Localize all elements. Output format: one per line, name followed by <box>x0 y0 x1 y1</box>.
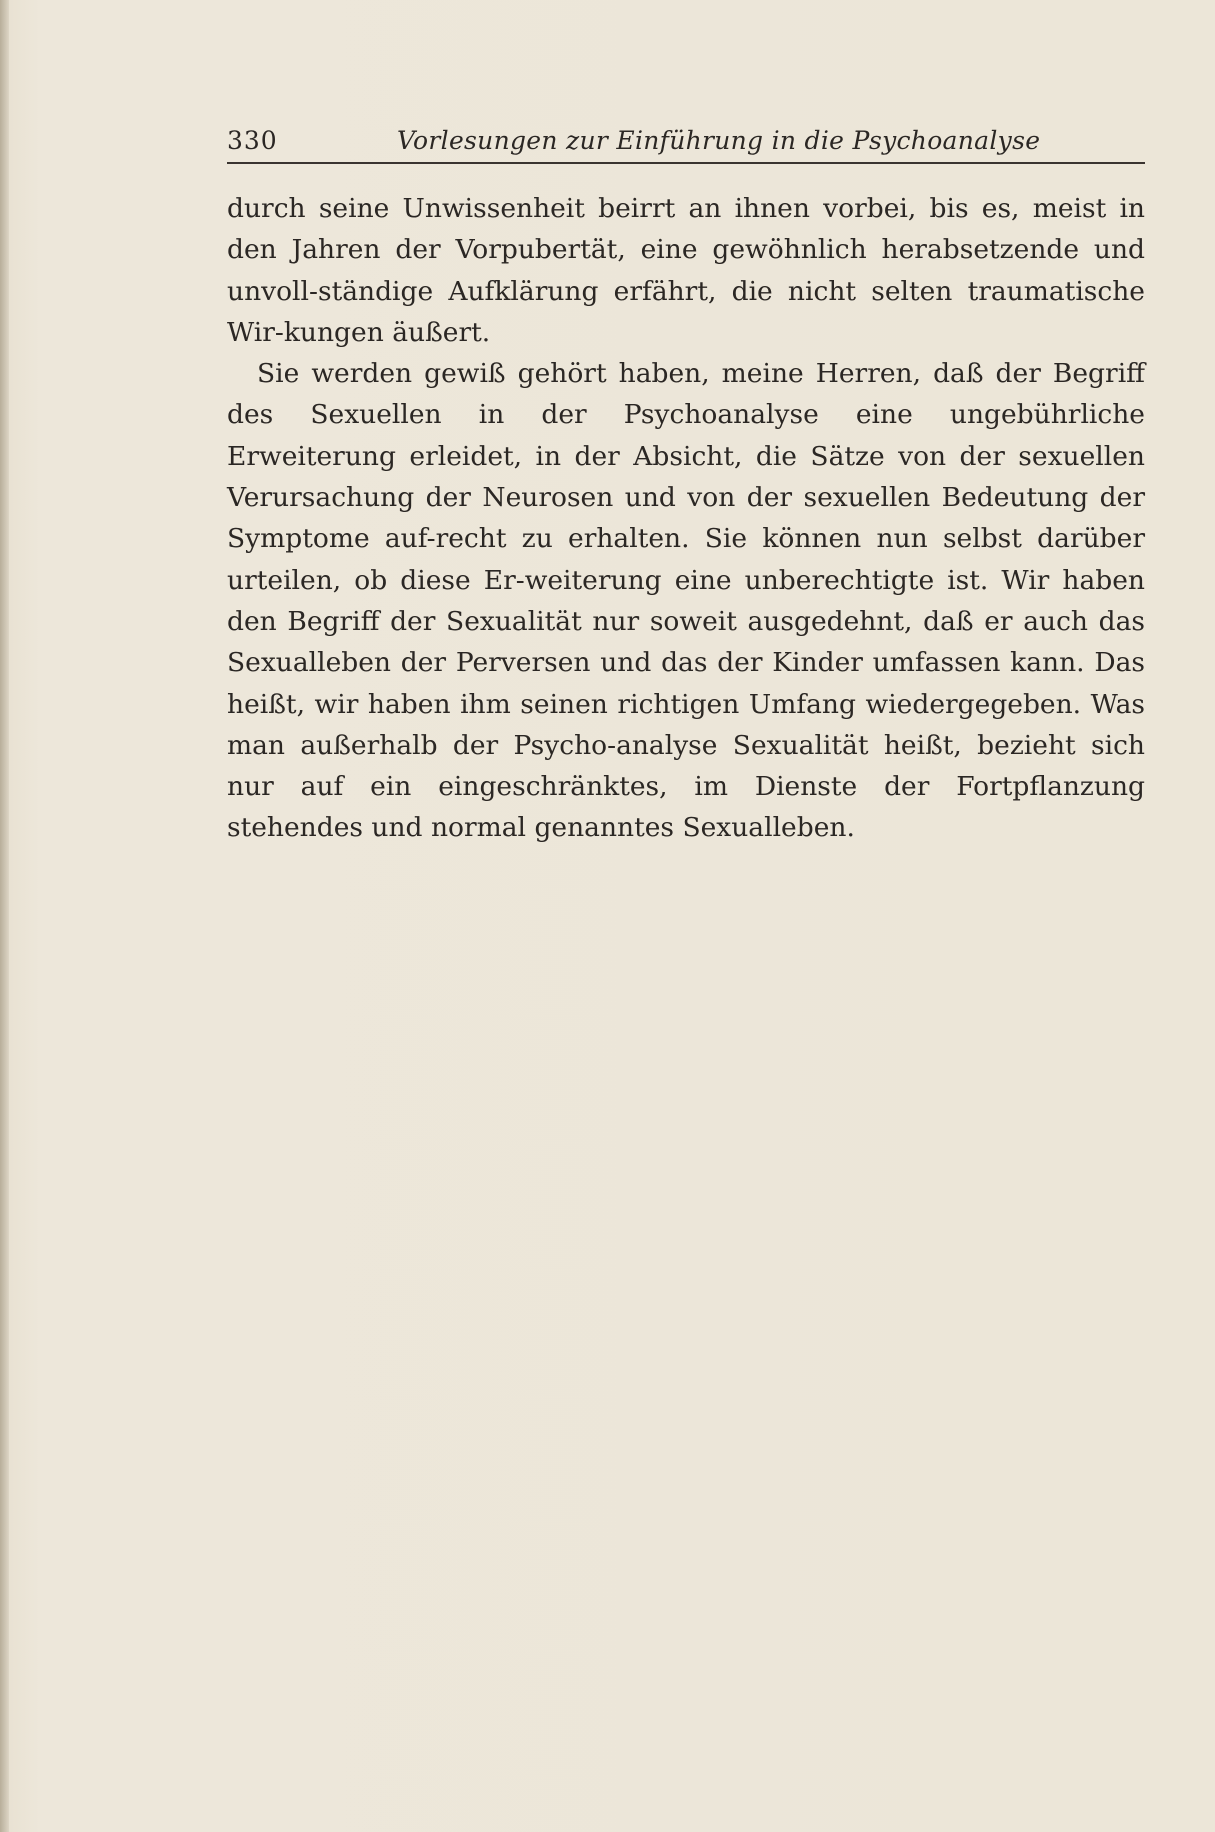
page-header <box>227 122 1145 164</box>
page-number: 330 <box>227 126 278 155</box>
paragraph-1: durch seine Unwissenheit beirrt an ihnen vorbei, bis es, meist in den Jahren der Vorpubertät, eine gewöhnlich herabsetzende und unvoll-ständige Aufklärung erfährt, die nicht selten traumatische Wir-kungen äußert. <box>227 193 1145 348</box>
body-text <box>227 188 1145 849</box>
running-title: Vorlesungen zur Einführung in die Psychoanalyse <box>397 126 1041 155</box>
paragraph-2: Sie werden gewiß gehört haben, meine Herren, daß der Begriff des Sexuellen in der Psychoanalyse eine ungebührliche Erweiterung erleidet, in der Absicht, die Sätze von der sexuellen Verursachung der Neurosen und von der sexuellen Bedeutung der Symptome auf-recht zu erhalten. Sie können nun selbst darüber urteilen, ob diese Er-weiterung eine unberechtigte ist. Wir haben den Begriff der Sexualität nur soweit ausgedehnt, daß er auch das Sexualleben der Perversen und das der Kinder umfassen kann. Das heißt, wir haben ihm seinen richtigen Umfang wiedergegeben. Was man außerhalb der Psycho-analyse Sexualität heißt, bezieht sich nur auf ein eingeschränktes, im Dienste der Fortpflanzung stehendes und normal genanntes Sexualleben. <box>227 358 1145 844</box>
binding-edge <box>0 0 9 1832</box>
